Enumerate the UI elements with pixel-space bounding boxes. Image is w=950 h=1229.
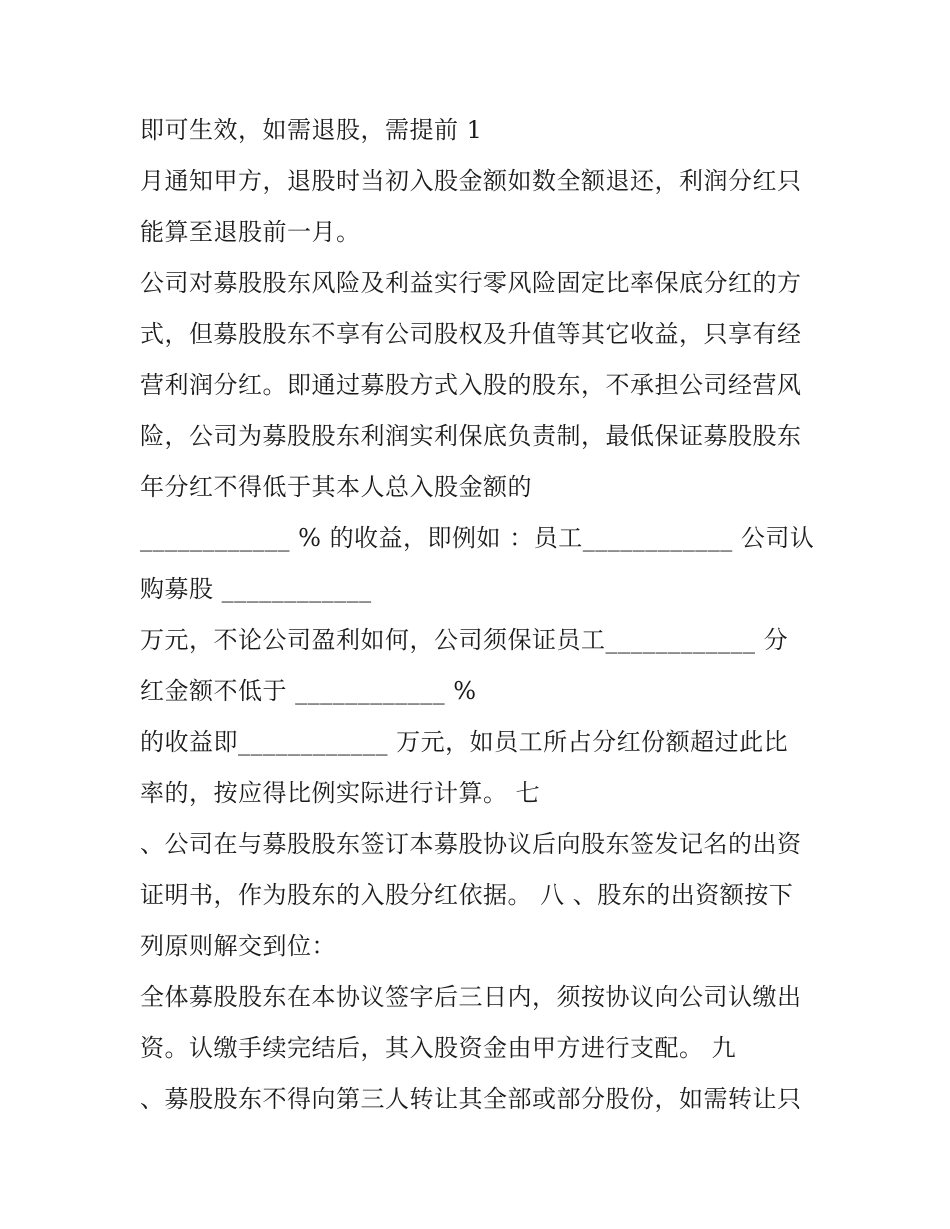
text-line: 的收益即____________ 万元，如员工所占分红份额超过此比 [140,728,789,756]
text-line: 年分红不得低于其本人总入股金额的 [140,473,532,501]
text-line: 万元，不论公司盈利如何，公司须保证员工____________ 分 [140,626,789,654]
text-line: 购募股 ____________ [140,575,372,603]
text-line: 红金额不低于 ____________ % [140,677,477,705]
text-line: 、募股股东不得向第三人转让其全部或部分股份，如需转让只 [140,1085,802,1113]
text-line: 证明书，作为股东的入股分红依据。 八 、股东的出资额按下 [140,881,794,909]
text-line: 式，但募股股东不享有公司股权及升值等其它收益，只享有经 [140,320,802,348]
text-line: ____________ % 的收益，即例如 ：员工____________ 公司认 [140,524,815,552]
text-line: 月通知甲方，退股时当初入股金额如数全额退还，利润分红只 [140,167,802,195]
text-line: 资。认缴手续完结后，其入股资金由甲方进行支配。 九 [140,1034,737,1062]
text-line: 即可生效，如需退股，需提前 1 [140,116,483,144]
text-line: 全体募股股东在本协议签字后三日内，须按协议向公司认缴出 [140,983,802,1011]
text-line: 公司对募股股东风险及利益实行零风险固定比率保底分红的方 [140,269,802,297]
text-line: 营利润分红。即通过募股方式入股的股东，不承担公司经营风 [140,371,802,399]
text-line: 能算至退股前一月。 [140,218,361,246]
text-line: 、公司在与募股股东签订本募股协议后向股东签发记名的出资 [140,830,802,858]
text-line: 列原则解交到位： [140,932,336,960]
text-line: 险，公司为募股股东利润实利保底负责制，最低保证募股股东 [140,422,802,450]
text-line: 率的，按应得比例实际进行计算。 七 [140,779,541,807]
